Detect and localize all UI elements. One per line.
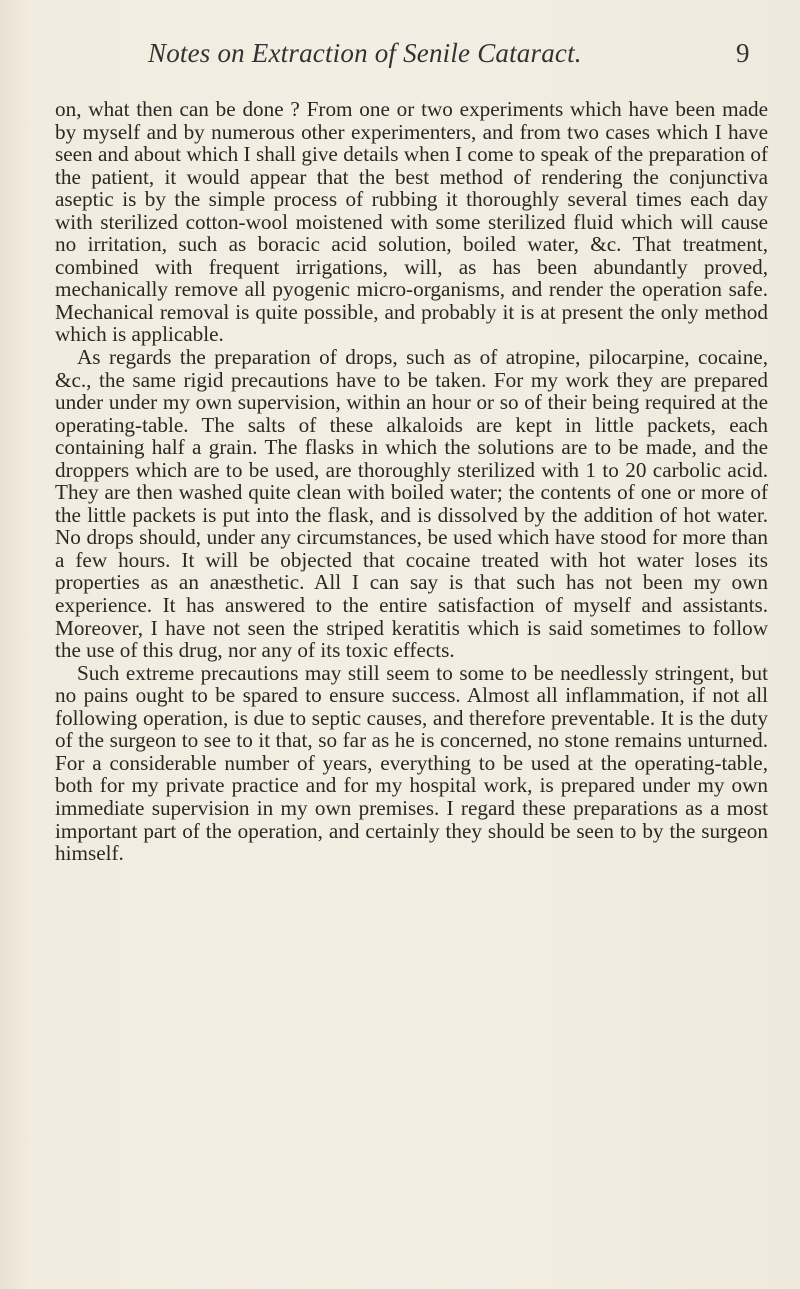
running-title: Notes on Extraction of Senile Cataract. [148, 38, 582, 68]
paragraph-precautions: Such extreme precautions may still seem to some to be needlessly stringent, but no pains ought to be spared to ensure success. Almost all inflammation, if not all following operation, is due to septic causes, and therefore preventable. It is the duty of the surgeon to see to it that, so far as he is concerned, no stone remains unturned. For a considerable number of years, everything to be used at the operating-table, both for my private practice and for my hospital work, is prepared under my own immediate supervision in my own premises. I regard these preparations as a most important part of the operation, and certainly they should be seen to by the surgeon himself. [55, 660, 768, 866]
body-text [55, 98, 768, 865]
page-number: 9 [736, 38, 750, 68]
paragraph-drops-preparation: As regards the preparation of drops, such as of atropine, pilocarpine, cocaine, &c., the same rigid precautions have to be taken. For my work they are prepared under under my own supervision, within an hour or so of their being required at the operating-table. The salts of these alkaloids are kept in little packets, each containing half a grain. The flasks in which the solutions are to be made, and the droppers which are to be used, are thoroughly sterilized with 1 to 20 carbolic acid. They are then washed quite clean with boiled water; the contents of one or more of the little packets is put into the flask, and is dissolved by the addition of hot water. No drops should, under any circumstances, be used which have stood for more than a few hours. It will be objected that cocaine treated with hot water loses its properties as an anæsthetic. All I can say is that such has not been my own experience. It has answered to the entire satisfaction of myself and assistants. Moreover, I have not seen the striped keratitis which is said sometimes to follow the use of this drug, nor any of its toxic effects. [55, 345, 768, 663]
paragraph-continuation: on, what then can be done ? From one or two experiments which have been made by myself and by numerous other experimenters, and from two cases which I have seen and about which I shall give details when I come to speak of the preparation of the patient, it would appear that the best method of rendering the conjunctiva aseptic is by the simple process of rubbing it thoroughly several times each day with sterilized cotton-wool moistened with some sterilized fluid which will cause no irritation, such as boracic acid solution, boiled water, &c. That treatment, combined with frequent irrigations, will, as has been abundantly proved, mechanically remove all pyogenic micro-organisms, and render the operation safe. Mechanical removal is quite possible, and probably it is at present the only method which is applicable. [55, 97, 768, 347]
running-header [0, 38, 800, 78]
